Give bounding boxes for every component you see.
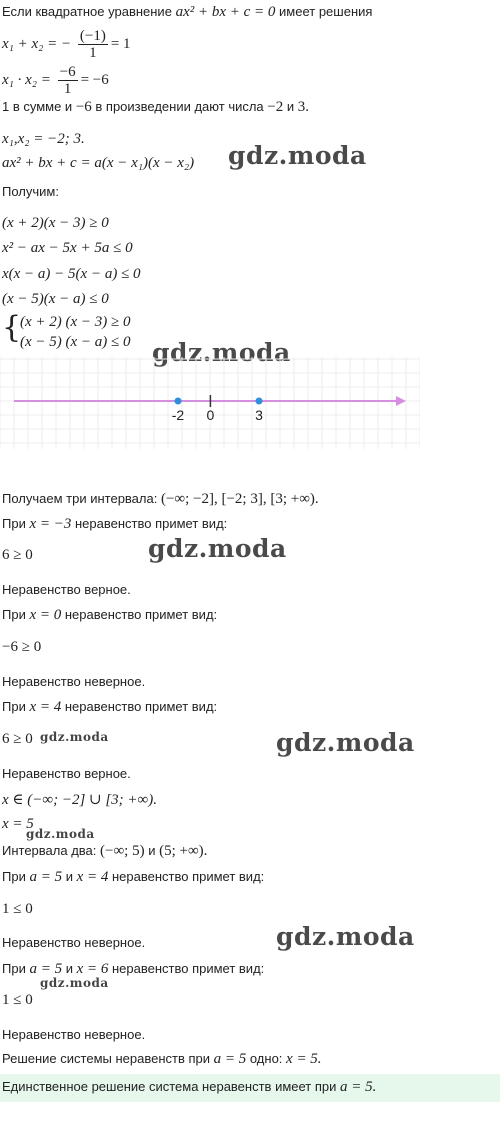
sum-rhs: = 1 [110, 35, 131, 52]
inequality-1: (x + 2)(x − 3) ≥ 0 [2, 215, 109, 231]
denominator: 1 [89, 45, 97, 61]
inequality-4: (x − 5)(x − a) ≤ 0 [2, 291, 109, 307]
watermark: gdz.moda [40, 730, 109, 744]
watermark: gdz.moda [276, 728, 415, 757]
math: x = 4 [29, 699, 62, 715]
equation: ax² + bx + c = 0 [175, 4, 276, 20]
math: a = 5 [213, 1051, 247, 1067]
verdict-1: Неравенство верное. [2, 582, 131, 597]
system-brace: { [2, 310, 22, 345]
watermark: gdz.moda [276, 922, 415, 951]
denominator: 1 [63, 81, 72, 97]
math: x = 0 [29, 607, 62, 623]
sum-lhs: x₁ + x₂ = − [2, 35, 75, 52]
solution-line [2, 1051, 322, 1068]
math: x = 5. [286, 1051, 322, 1067]
math: −6 [75, 99, 92, 115]
text: При [2, 699, 30, 714]
check-result-4: 1 ≤ 0 [2, 901, 33, 917]
number-line [0, 357, 420, 449]
point-label: 3 [255, 407, 263, 423]
math: 3. [297, 99, 309, 115]
watermark: gdz.moda [40, 976, 109, 990]
verdict-2: Неравенство неверное. [2, 674, 146, 689]
text: и [62, 869, 77, 884]
vieta-sum [2, 28, 131, 61]
final-answer [2, 1079, 376, 1096]
text: При [2, 516, 30, 531]
points-group [172, 395, 263, 423]
vieta-product [2, 64, 109, 97]
math: a = 5. [340, 1079, 377, 1095]
watermark: gdz.moda [228, 141, 367, 170]
fraction [58, 64, 78, 97]
point-marker [256, 398, 263, 405]
x-equals-5: x = 5 [2, 816, 34, 832]
product-lhs: x₁ · x₂ = [2, 71, 55, 88]
text: имеет решения [279, 4, 373, 19]
roots: x₁,x₂ = −2; 3. [2, 131, 85, 147]
text: При [2, 869, 30, 884]
check-line-2 [2, 607, 217, 624]
roots-sentence [2, 99, 309, 116]
text: 1 в сумме и [2, 99, 76, 114]
intervals-line [2, 491, 319, 508]
inequality-3: x(x − a) − 5(x − a) ≤ 0 [2, 266, 141, 282]
answer-set: x ∈ (−∞; −2] ∪ [3; +∞). [2, 792, 157, 808]
text: Если квадратное уравнение [2, 4, 172, 19]
text: в произведении дают числа [91, 99, 268, 114]
math: (−∞; 5) [100, 843, 145, 859]
text: неравенство примет вид: [108, 961, 265, 976]
text: Решение системы неравенств при [2, 1051, 214, 1066]
math: x = 6 [76, 961, 109, 977]
point-label: 0 [206, 407, 215, 423]
text: и [62, 961, 77, 976]
math: x = 4 [76, 869, 109, 885]
check-result-1: 6 ≥ 0 [2, 547, 33, 563]
check-result-5: 1 ≤ 0 [2, 992, 33, 1008]
check-line-1 [2, 516, 227, 533]
math: a = 5 [29, 869, 63, 885]
text: неравенство примет вид: [61, 607, 218, 622]
text: Получаем три интервала: [2, 491, 161, 506]
check-result-3: 6 ≥ 0 [2, 731, 33, 747]
text: и [283, 99, 298, 114]
two-intervals-line [2, 843, 207, 860]
system-line-1: (x + 2) (x − 3) ≥ 0 [20, 314, 131, 330]
check-line-4 [2, 869, 264, 886]
verdict-5: Неравенство неверное. [2, 1027, 146, 1042]
check-line-3 [2, 699, 217, 716]
watermark: gdz.moda [152, 338, 291, 367]
math: a = 5 [29, 961, 63, 977]
check-result-2: −6 ≥ 0 [2, 639, 42, 655]
text: одно: [246, 1051, 287, 1066]
factorization: ax² + bx + c = a(x − x₁)(x − x₂) [2, 155, 195, 171]
text: При [2, 607, 30, 622]
math: (5; +∞). [159, 843, 208, 859]
text: неравенство примет вид: [61, 699, 218, 714]
condition-line [2, 4, 372, 21]
text: и [144, 843, 160, 858]
text: При [2, 961, 30, 976]
point-label: -2 [171, 407, 185, 423]
numerator: −6 [59, 64, 76, 80]
point-marker [175, 398, 182, 405]
text: неравенство примет вид: [71, 516, 228, 531]
fraction [78, 28, 108, 61]
product-rhs: = −6 [80, 71, 109, 88]
verdict-4: Неравенство неверное. [2, 935, 146, 950]
axis-arrow [396, 396, 406, 406]
watermark: gdz.moda [148, 534, 287, 563]
text: Единственное решение система неравенств имеет при [2, 1079, 340, 1094]
math: −2 [267, 99, 284, 115]
watermark: gdz.moda [26, 827, 95, 841]
math: (−∞; −2], [−2; 3], [3; +∞). [160, 491, 319, 507]
system-line-2: (x − 5) (x − a) ≤ 0 [20, 334, 131, 350]
verdict-3: Неравенство верное. [2, 766, 131, 781]
math: x = −3 [29, 516, 72, 532]
text: неравенство примет вид: [108, 869, 265, 884]
text: Интервала два: [2, 843, 101, 858]
numerator: (−1) [79, 28, 106, 44]
obtain-label: Получим: [2, 184, 59, 199]
inequality-2: x² − ax − 5x + 5a ≤ 0 [2, 240, 133, 256]
